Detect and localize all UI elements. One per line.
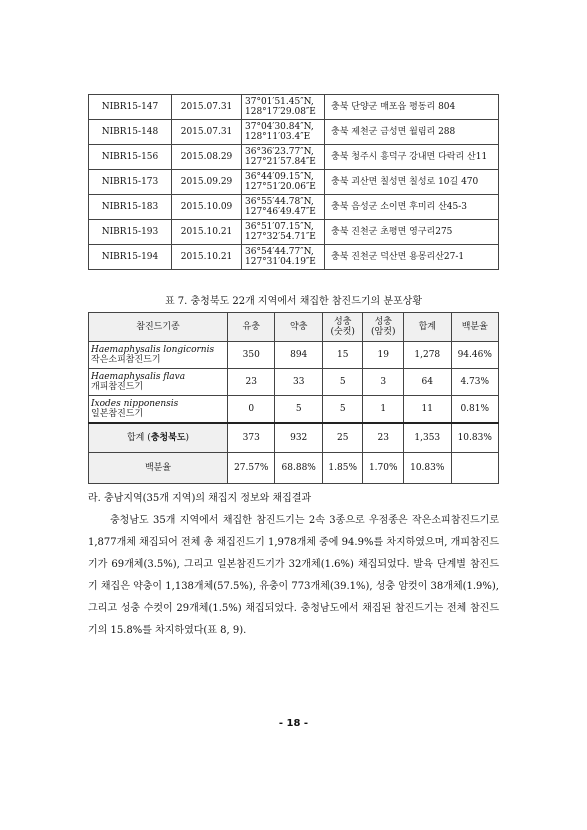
collection-date: 2015.10.21 — [172, 220, 242, 245]
table-row — [89, 120, 499, 145]
header-adult-female-line2: (암컷) — [371, 327, 396, 337]
table-row — [89, 342, 499, 369]
site-id: NIBR15-194 — [89, 245, 172, 270]
latitude: 36°51′07.15″N, — [245, 222, 314, 232]
header-adult-male — [322, 313, 363, 342]
header-adult-female-line1: 성충 — [374, 317, 392, 327]
body-paragraph: 충청남도 35개 지역에서 채집한 참진드기는 2속 3종으로 우점종은 작은소피참진드기로 1,877개체 채집되어 전체 총 채집진드기 1,978개체 중에 94.9%를 차지하였으며, 개피참진드기가 69개체(3.5%), 그리고 일본참진드기가 32개체(1.6%) 채집되었다. 발육 단계별 참진드기 채집은 약충이 1,138개체(57.5%), 유충이 773개체(39.1%), 성충 암컷이 38개체(1.9%), 그리고 성충 수컷이 29개체(1.5%) 채집되었다. 충청남도에서 채집된 참진드기는 전체 참진드기의 15.8%를 차지하였다(표 8, 9). — [88, 515, 499, 636]
coordinates — [242, 220, 325, 245]
female-percent: 1.70% — [363, 453, 404, 484]
site-address: 충북 진천군 덕산면 용몽리산27-1 — [325, 245, 499, 270]
total-count: 11 — [404, 396, 451, 424]
table-row — [89, 220, 499, 245]
total-count: 64 — [404, 369, 451, 396]
site-address: 충북 단양군 매포읍 평동리 804 — [325, 95, 499, 120]
larva-count: 350 — [228, 342, 275, 369]
collection-date: 2015.10.09 — [172, 195, 242, 220]
coordinates — [242, 145, 325, 170]
site-address: 충북 청주시 흥덕구 강내면 다락리 산11 — [325, 145, 499, 170]
longitude: 127°51′20.06″E — [245, 182, 316, 192]
latitude: 37°01′51.45″N, — [245, 97, 314, 107]
nymph-count: 33 — [275, 369, 322, 396]
percent-label: 백분율 — [89, 453, 228, 484]
site-address: 충북 진천군 초평면 영구리275 — [325, 220, 499, 245]
coordinates — [242, 245, 325, 270]
female-count: 3 — [363, 369, 404, 396]
total-row — [89, 423, 499, 453]
coordinates — [242, 170, 325, 195]
longitude: 127°32′54.71″E — [245, 232, 316, 242]
korean-name: 일본참진드기 — [91, 409, 144, 419]
total-percent: 10.83% — [404, 453, 451, 484]
species-name — [89, 396, 228, 424]
latitude: 36°44′09.15″N, — [245, 172, 314, 182]
scientific-name: Ixodes nipponensis — [91, 399, 179, 409]
percent-value: 10.83% — [451, 423, 499, 453]
table-row — [89, 245, 499, 270]
longitude: 127°31′04.19″E — [245, 257, 316, 267]
scientific-name: Haemaphysalis longicornis — [91, 345, 215, 355]
collection-date: 2015.07.31 — [172, 120, 242, 145]
species-distribution-table — [88, 312, 499, 484]
longitude: 127°21′57.84″E — [245, 157, 316, 167]
header-adult-male-line2: (숫컷) — [330, 327, 355, 337]
nymph-percent: 68.88% — [275, 453, 322, 484]
total-count: 1,353 — [404, 423, 451, 453]
table-row — [89, 396, 499, 424]
header-nymph: 약충 — [275, 313, 322, 342]
korean-name: 개피참진드기 — [91, 382, 144, 392]
table-row — [89, 95, 499, 120]
site-id: NIBR15-173 — [89, 170, 172, 195]
female-count: 19 — [363, 342, 404, 369]
site-id: NIBR15-147 — [89, 95, 172, 120]
coordinates — [242, 195, 325, 220]
male-count: 5 — [322, 369, 363, 396]
total-label — [89, 423, 228, 453]
longitude: 127°46′49.47″E — [245, 207, 316, 217]
percent-value: 0.81% — [451, 396, 499, 424]
species-name — [89, 342, 228, 369]
larva-count: 23 — [228, 369, 275, 396]
table-header-row — [89, 313, 499, 342]
nymph-count: 5 — [275, 396, 322, 424]
nymph-count: 894 — [275, 342, 322, 369]
section-heading: 라. 충남지역(35개 지역)의 채집지 정보와 채집결과 — [88, 493, 312, 504]
latitude: 36°36′23.77″N, — [245, 147, 314, 157]
male-count: 25 — [322, 423, 363, 453]
header-larva: 유충 — [228, 313, 275, 342]
male-count: 5 — [322, 396, 363, 424]
total-count: 1,278 — [404, 342, 451, 369]
collection-date: 2015.10.21 — [172, 245, 242, 270]
body-text — [88, 510, 499, 642]
header-adult-male-line1: 성충 — [334, 317, 352, 327]
empty-cell — [451, 453, 499, 484]
longitude: 128°11′03.4″E — [245, 132, 311, 142]
male-percent: 1.85% — [322, 453, 363, 484]
site-address: 충북 음성군 소이면 후미리 산45-3 — [325, 195, 499, 220]
larva-percent: 27.57% — [228, 453, 275, 484]
header-species: 참진드기종 — [89, 313, 228, 342]
percent-value: 94.46% — [451, 342, 499, 369]
site-address: 충북 괴산면 칠성면 칠성로 10길 470 — [325, 170, 499, 195]
table-caption: 표 7. 충청북도 22개 지역에서 채집한 참진드기의 분포상황 — [164, 296, 423, 307]
page-number: - 18 - — [278, 718, 309, 729]
percent-value: 4.73% — [451, 369, 499, 396]
percent-row — [89, 453, 499, 484]
total-label-prefix: 합계 ( — [126, 433, 151, 443]
table-row — [89, 195, 499, 220]
site-id: NIBR15-148 — [89, 120, 172, 145]
table-row — [89, 145, 499, 170]
table-row — [89, 170, 499, 195]
header-total: 합계 — [404, 313, 451, 342]
collection-date: 2015.07.31 — [172, 95, 242, 120]
site-id: NIBR15-193 — [89, 220, 172, 245]
header-percent: 백분율 — [451, 313, 499, 342]
larva-count: 0 — [228, 396, 275, 424]
female-count: 1 — [363, 396, 404, 424]
table-row — [89, 369, 499, 396]
coordinates — [242, 95, 325, 120]
coordinates — [242, 120, 325, 145]
header-adult-female — [363, 313, 404, 342]
collection-sites-table — [88, 94, 499, 270]
collection-date: 2015.09.29 — [172, 170, 242, 195]
scientific-name: Haemaphysalis flava — [91, 372, 186, 382]
site-address: 충북 제천군 금성면 월림리 288 — [325, 120, 499, 145]
female-count: 23 — [363, 423, 404, 453]
latitude: 37°04′30.84″N, — [245, 122, 314, 132]
site-id: NIBR15-156 — [89, 145, 172, 170]
total-label-region: 충청북도 — [150, 433, 186, 443]
species-name — [89, 369, 228, 396]
male-count: 15 — [322, 342, 363, 369]
larva-count: 373 — [228, 423, 275, 453]
longitude: 128°17′29.08″E — [245, 107, 316, 117]
total-label-suffix: ) — [185, 433, 190, 443]
collection-date: 2015.08.29 — [172, 145, 242, 170]
nymph-count: 932 — [275, 423, 322, 453]
korean-name: 작은소피참진드기 — [91, 355, 161, 365]
site-id: NIBR15-183 — [89, 195, 172, 220]
latitude: 36°55′44.78″N, — [245, 197, 314, 207]
latitude: 36°54′44.77″N, — [245, 247, 314, 257]
